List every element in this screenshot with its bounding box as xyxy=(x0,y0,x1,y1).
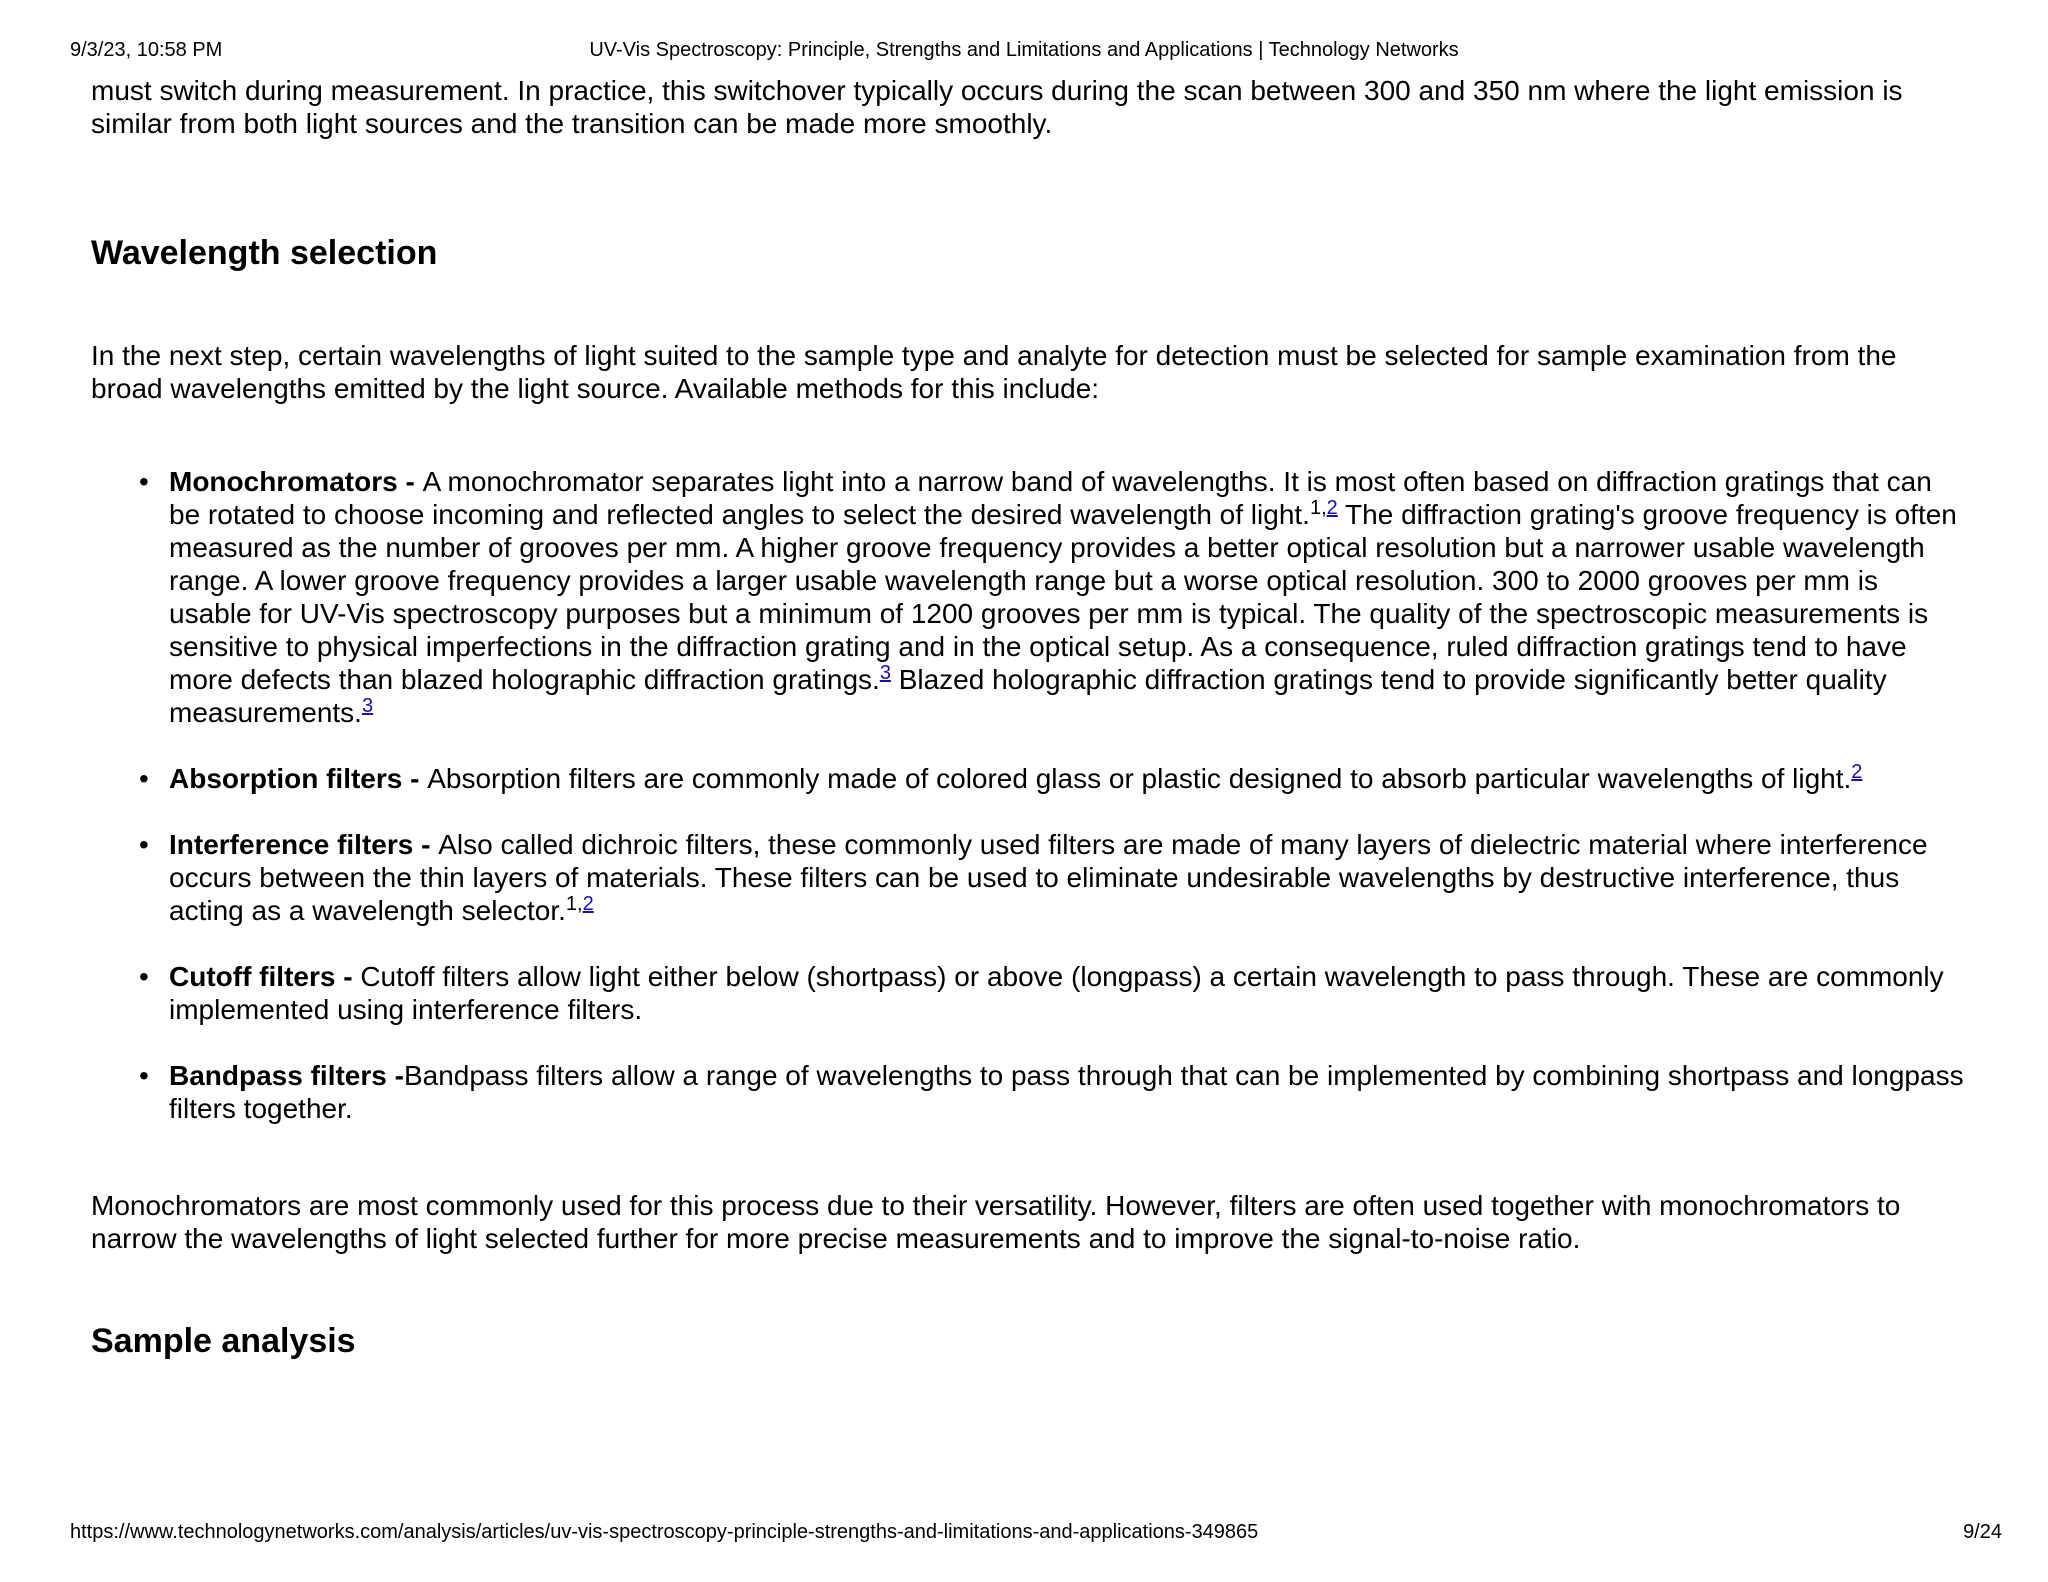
bullet: • xyxy=(139,763,149,794)
method-text: Bandpass filters allow a range of wavelengths to pass through that can be implemented by combining shortpass and longpass filters together. xyxy=(169,1060,1964,1124)
page-number: 9/24 xyxy=(1963,1521,2002,1543)
method-separator: - xyxy=(386,1060,404,1091)
sample-analysis-heading: Sample analysis xyxy=(91,1322,356,1360)
citation-link[interactable]: 2 xyxy=(582,893,594,915)
citation-separator: , xyxy=(577,893,583,915)
citation-link[interactable]: 2 xyxy=(1326,497,1338,519)
wavelength-selection-heading: Wavelength selection xyxy=(91,234,438,272)
citation-link[interactable]: 2 xyxy=(1851,761,1863,783)
print-datetime: 9/3/23, 10:58 PM xyxy=(70,39,223,61)
method-text: Cutoff filters allow light either below (shortpass) or above (longpass) a certain wavelength to pass through. These are commonly implemented using interference filters. xyxy=(169,961,1944,1025)
method-term: Monochromators xyxy=(169,466,398,497)
bullet: • xyxy=(139,829,149,860)
list-item-monochromators xyxy=(139,465,1966,729)
method-text: Also called dichroic filters, these commonly used filters are made of many layers of dielectric material where interference occurs between the thin layers of materials. These filters can be used to eliminate undesirable wavelengths by destructive interference, thus acting as a wavelength selector. xyxy=(169,829,1928,926)
wavelength-methods-list xyxy=(91,465,1966,1125)
method-term: Absorption filters xyxy=(169,763,403,794)
method-text: A monochromator separates light into a narrow band of wavelengths. It is most often based on diffraction gratings that can be rotated to choose incoming and reflected angles to select the desired wavelength of light. xyxy=(169,466,1932,530)
method-text: Absorption filters are commonly made of colored glass or plastic designed to absorb particular wavelengths of light. xyxy=(427,763,1852,794)
wavelength-selection-paragraph: In the next step, certain wavelengths of light suited to the sample type and analyte for detection must be selected for sample examination from the broad wavelengths emitted by the light source. Available methods for this include: xyxy=(91,340,1897,404)
print-header xyxy=(70,38,1978,62)
method-text: Blazed holographic diffraction gratings tend to provide significantly better quality measurements. xyxy=(169,664,1887,728)
citation xyxy=(566,893,594,915)
print-url: https://www.technologynetworks.com/analysis/articles/uv-vis-spectroscopy-principle-strengths-and-limitations-and-applications-349865 xyxy=(70,1521,1259,1543)
citation xyxy=(362,695,373,717)
citation-link[interactable]: 3 xyxy=(879,662,891,684)
intro-paragraph: must switch during measurement. In practice, this switchover typically occurs during the scan between 300 and 350 nm where the light emission is similar from both light sources and the transition can be made more smoothly. xyxy=(91,75,1903,139)
method-separator: - xyxy=(397,466,423,497)
print-footer xyxy=(70,1520,2002,1544)
print-page-title: UV-Vis Spectroscopy: Principle, Strengths and Limitations and Applications | Technology Networks xyxy=(589,39,1459,61)
citation-number: 1 xyxy=(565,893,578,915)
citation-link[interactable]: 3 xyxy=(361,695,374,717)
bullet: • xyxy=(139,466,149,497)
method-text: The diffraction grating's groove frequency is often measured as the number of grooves per mm. A higher groove frequency provides a better optical resolution but a narrower usable wavelength range. A lower groove frequency provides a larger usable wavelength range but a worse optical resolution. 300 to 2000 grooves per mm is usable for UV-Vis spectroscopy purposes but a minimum of 1200 grooves per mm is typical. The quality of the spectroscopic measurements is sensitive to physical imperfections in the diffraction grating and in the optical setup. As a consequence, ruled diffraction gratings tend to have more defects than blazed holographic diffraction gratings. xyxy=(169,499,1957,695)
list-item-bandpass-filters xyxy=(139,1059,1966,1125)
method-term: Bandpass filters xyxy=(169,1060,387,1091)
method-term: Cutoff filters xyxy=(169,961,336,992)
bullet: • xyxy=(139,1060,149,1091)
method-separator: - xyxy=(413,829,439,860)
bullet: • xyxy=(139,961,149,992)
citation xyxy=(1310,497,1338,519)
citation xyxy=(880,662,891,684)
citation xyxy=(1851,761,1862,783)
list-item-interference-filters xyxy=(139,828,1966,927)
method-term: Interference filters xyxy=(169,829,414,860)
method-separator: - xyxy=(335,961,361,992)
method-separator: - xyxy=(402,763,428,794)
list-item-cutoff-filters xyxy=(139,960,1966,1026)
citation-separator: , xyxy=(1321,497,1327,519)
article-body xyxy=(91,74,1966,1361)
list-item-absorption-filters xyxy=(139,761,1966,795)
citation-number: 1 xyxy=(1309,497,1322,519)
monochromator-paragraph: Monochromators are most commonly used for this process due to their versatility. However, filters are often used together with monochromators to narrow the wavelengths of light selected further for more precise measurements and to improve the signal-to-noise ratio. xyxy=(91,1190,1901,1254)
